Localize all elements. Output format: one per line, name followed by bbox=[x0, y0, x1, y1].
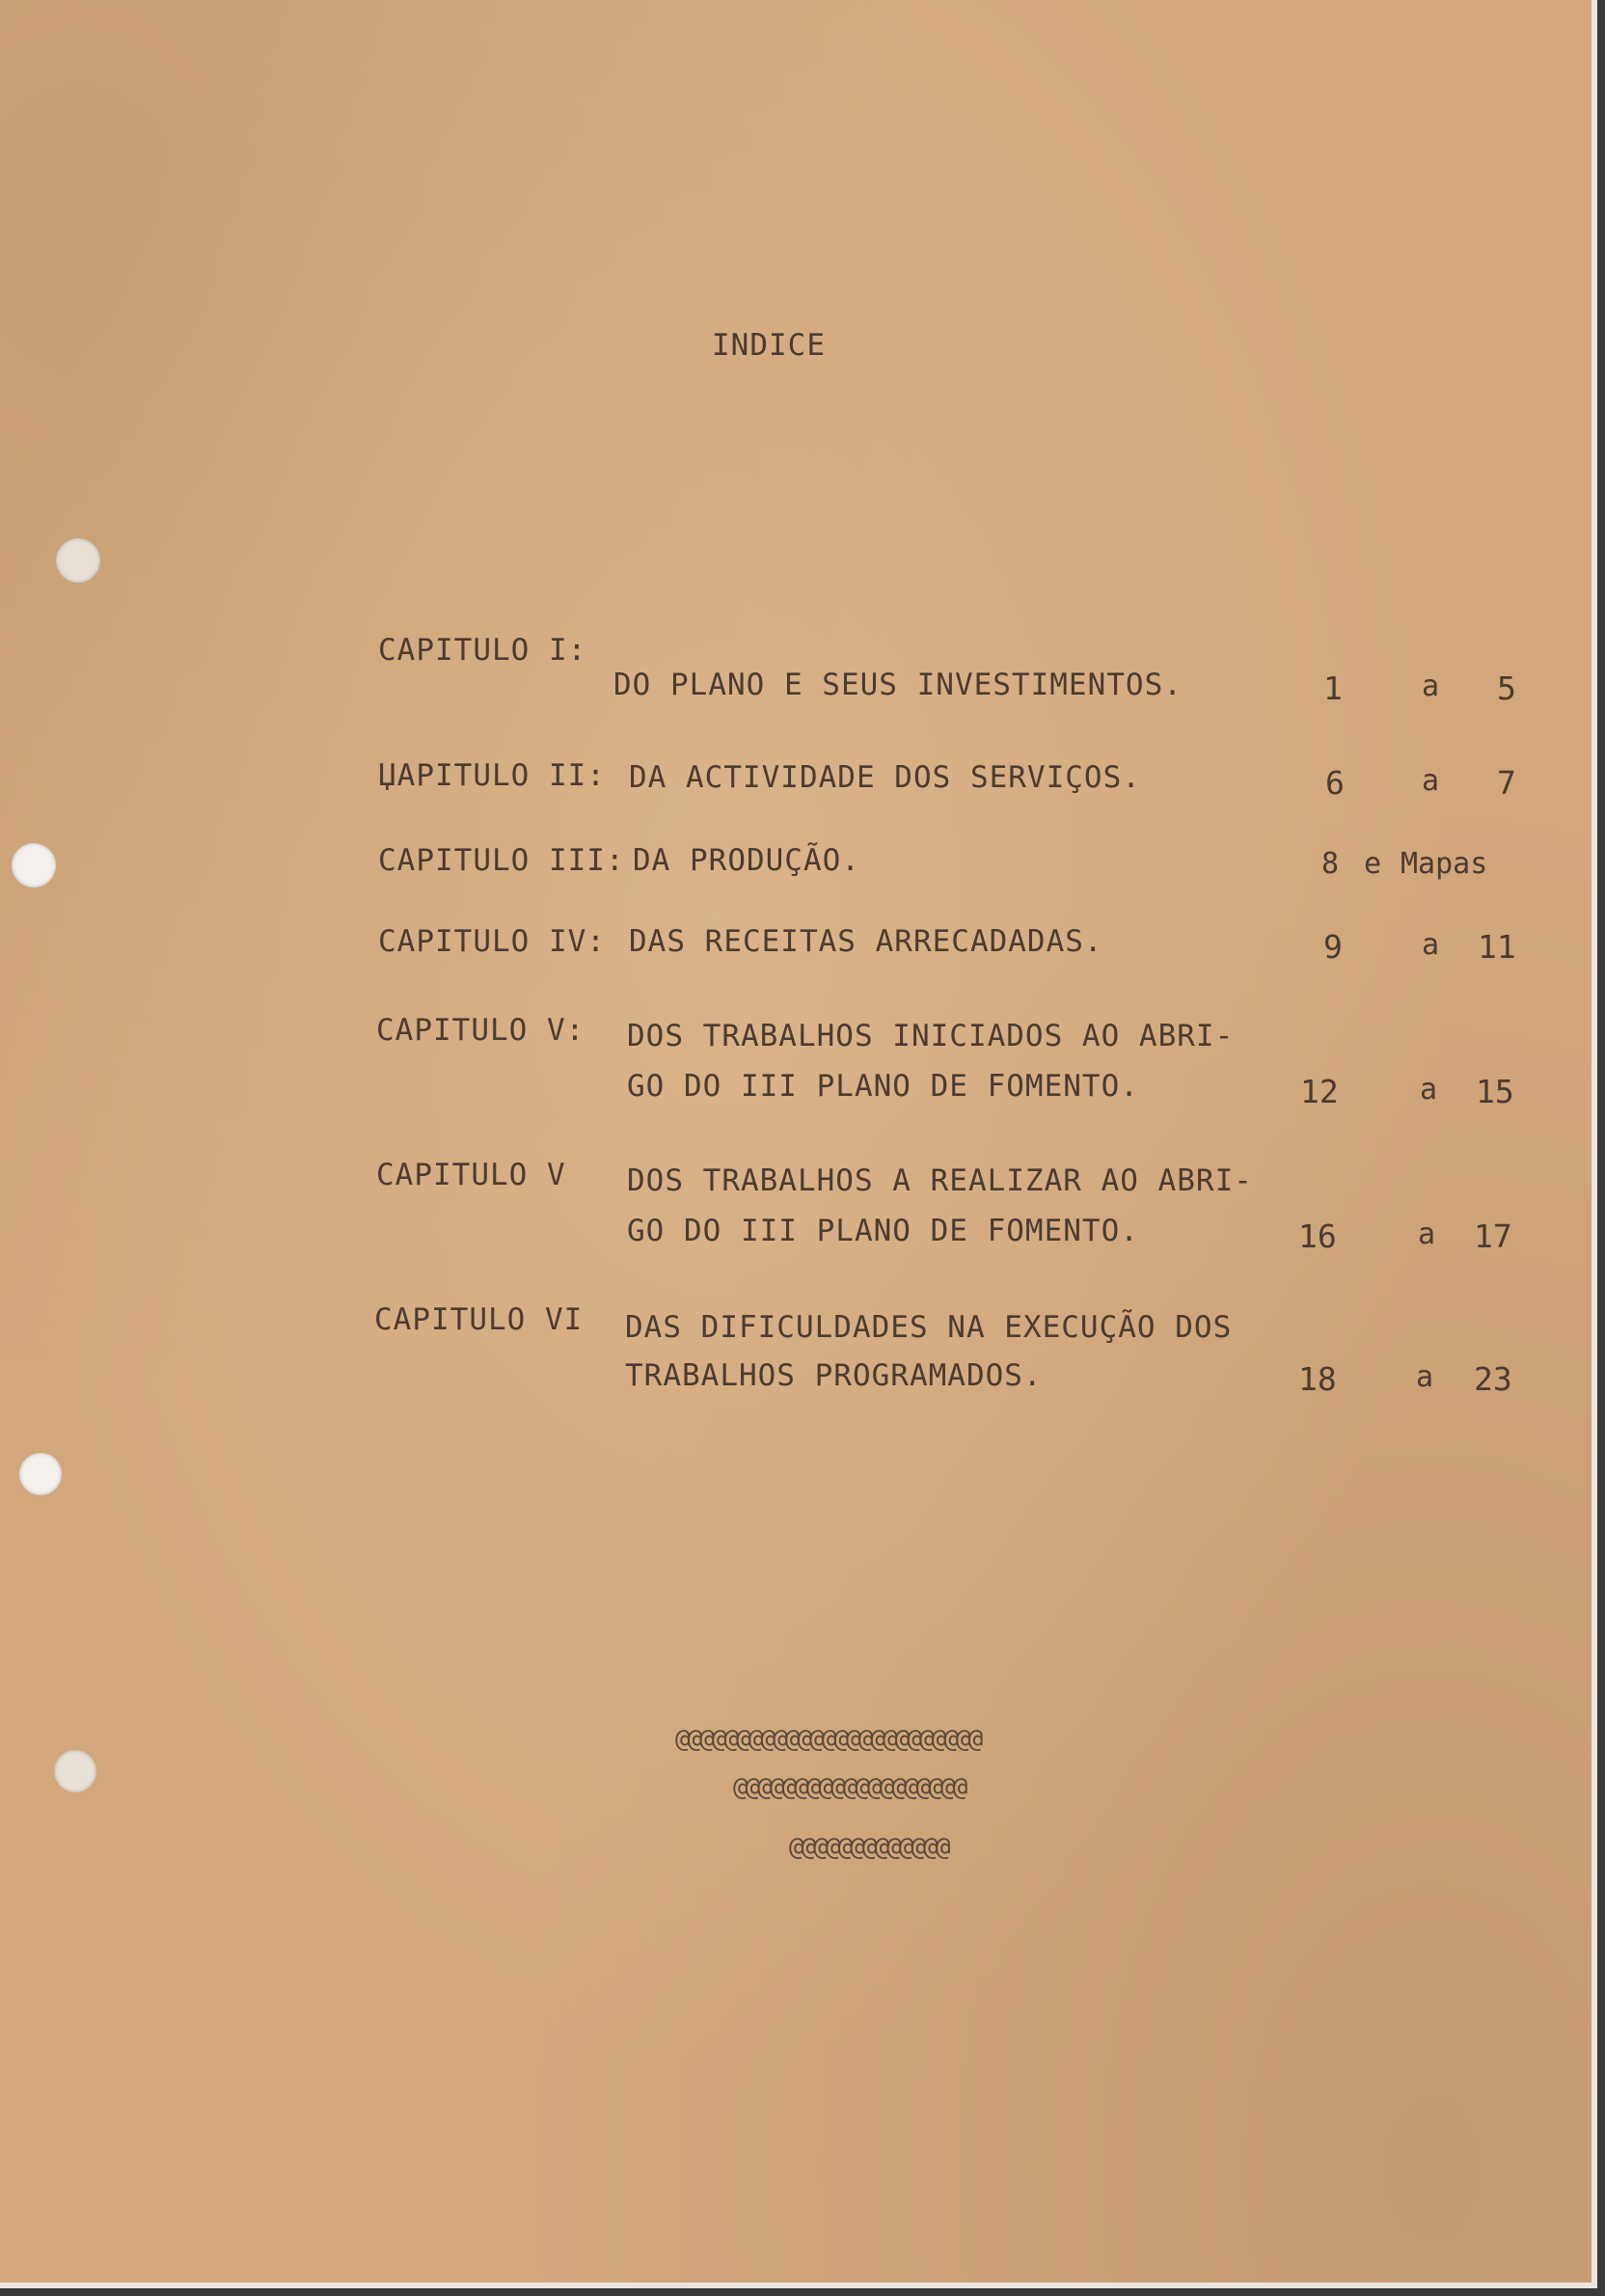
chapter-title-continued: GO DO III PLANO DE FOMENTO. bbox=[627, 1069, 1139, 1104]
chapter-title: DOS TRABALHOS INICIADOS AO ABRI- bbox=[627, 1019, 1235, 1053]
page-from: 12 bbox=[1300, 1073, 1339, 1110]
chapter-label: CAPITULO IV: bbox=[378, 924, 606, 959]
chapter-label: CAPITULO V bbox=[376, 1158, 566, 1192]
chapter-label: CAPITULO VI bbox=[374, 1302, 584, 1337]
chapter-label: CAPITULO III: bbox=[378, 843, 625, 878]
page-from: 9 bbox=[1323, 928, 1343, 966]
page-sep: a bbox=[1418, 1217, 1436, 1251]
page-from: 1 bbox=[1323, 670, 1343, 707]
page-sep: a bbox=[1422, 764, 1440, 798]
chapter-title-continued: GO DO III PLANO DE FOMENTO. bbox=[627, 1214, 1139, 1248]
chapter-title: DA PRODUÇÃO. bbox=[633, 843, 860, 878]
page-sep: a bbox=[1420, 1073, 1438, 1107]
page-to: 7 bbox=[1497, 764, 1516, 802]
page-from: 8 bbox=[1321, 847, 1340, 881]
chapter-label: ЏAPITULO II: bbox=[378, 758, 606, 793]
chapter-title: DAS RECEITAS ARRECADADAS. bbox=[629, 924, 1103, 959]
page-to: 23 bbox=[1474, 1360, 1512, 1398]
punch-hole bbox=[54, 1750, 96, 1792]
page-from: 16 bbox=[1298, 1217, 1337, 1255]
ornament-line: @@@@@@@@@@@@@ bbox=[789, 1833, 948, 1862]
page-to: Mapas bbox=[1401, 847, 1488, 881]
chapter-title: DA ACTIVIDADE DOS SERVIÇOS. bbox=[629, 760, 1141, 795]
page-to: 5 bbox=[1497, 670, 1516, 707]
punch-hole bbox=[19, 1453, 62, 1495]
chapter-title: DOS TRABALHOS A REALIZAR AO ABRI- bbox=[627, 1163, 1253, 1198]
chapter-title: DO PLANO E SEUS INVESTIMENTOS. bbox=[613, 668, 1183, 702]
punch-hole bbox=[56, 538, 100, 583]
ornament-line: @@@@@@@@@@@@@@@@@@@@@@@@@ bbox=[675, 1725, 981, 1754]
page-sep: a bbox=[1422, 928, 1440, 962]
page-sep: a bbox=[1422, 670, 1440, 703]
page-to: 11 bbox=[1478, 928, 1516, 966]
chapter-title: DAS DIFICULDADES NA EXECUÇÃO DOS bbox=[625, 1310, 1233, 1345]
chapter-label: CAPITULO V: bbox=[376, 1013, 585, 1048]
chapter-title-continued: TRABALHOS PROGRAMADOS. bbox=[625, 1358, 1043, 1393]
ornament-line: @@@@@@@@@@@@@@@@@@@ bbox=[733, 1773, 966, 1802]
chapter-label: CAPITULO I: bbox=[378, 633, 587, 668]
page-from: 18 bbox=[1298, 1360, 1337, 1398]
punch-hole bbox=[12, 843, 56, 888]
page-sep: a bbox=[1416, 1360, 1434, 1394]
page-title: INDICE bbox=[712, 328, 826, 363]
page-to: 17 bbox=[1474, 1217, 1512, 1255]
page-from: 6 bbox=[1325, 764, 1345, 802]
page-to: 15 bbox=[1476, 1073, 1514, 1110]
page-sep: e bbox=[1364, 847, 1382, 881]
